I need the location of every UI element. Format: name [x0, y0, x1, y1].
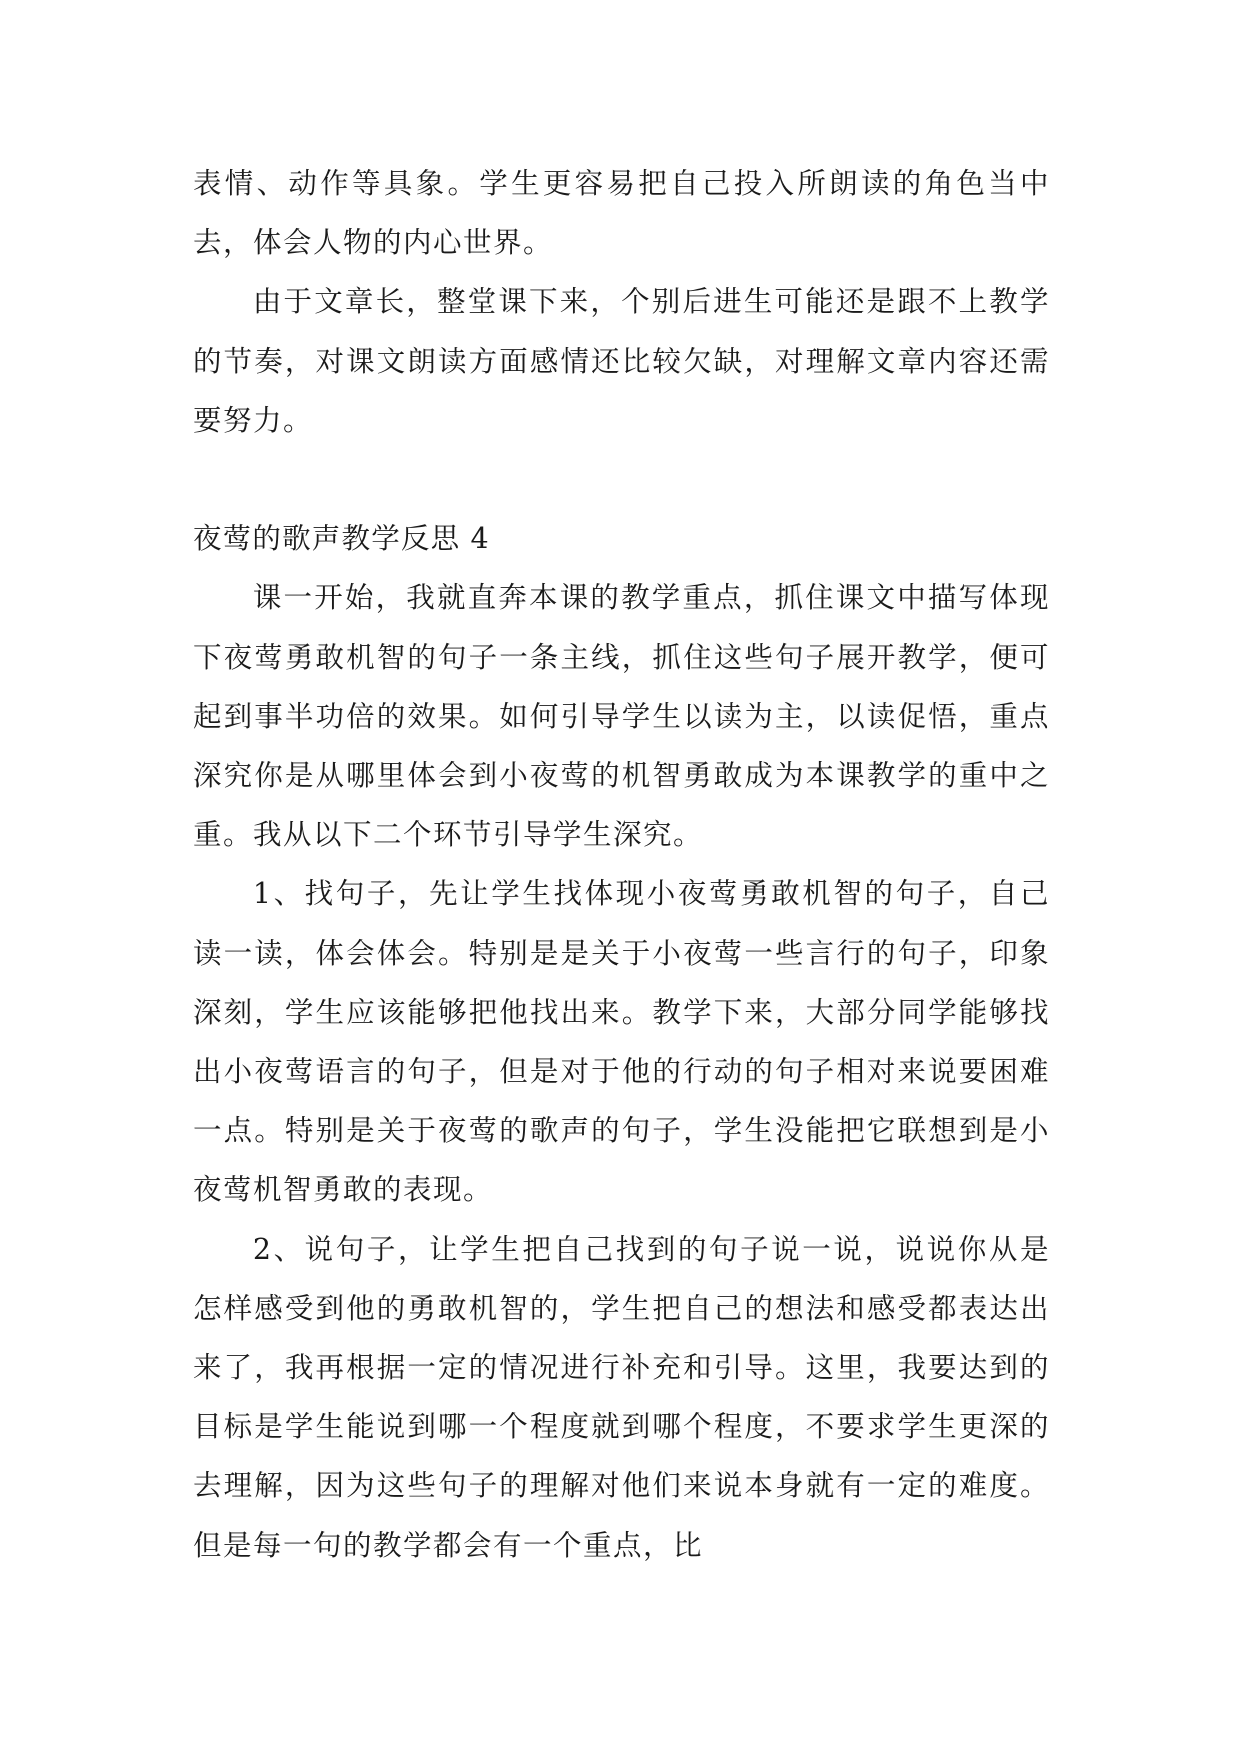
document-body [193, 154, 1050, 1575]
paragraph-continued: 表情、动作等具象。学生更容易把自己投入所朗读的角色当中去，体会人物的内心世界。 [193, 167, 1050, 260]
section-heading: 夜莺的歌声教学反思 4 [193, 522, 490, 556]
section-spacer [193, 450, 1050, 509]
paragraph: 课一开始，我就直奔本课的教学重点，抓住课文中描写体现下夜莺勇敢机智的句子一条主线，抓住这些句子展开教学，便可起到事半功倍的效果。如何引导学生以读为主，以读促悟，重点深究你是从哪里体会到小夜莺的机智勇敢成为本课教学的重中之重。我从以下二个环节引导学生深究。 [193, 581, 1050, 852]
paragraph: 2、说句子，让学生把自己找到的句子说一说，说说你从是怎样感受到他的勇敢机智的，学生把自己的想法和感受都表达出来了，我再根据一定的情况进行补充和引导。这里，我要达到的目标是学生能说到哪一个程度就到哪个程度，不要求学生更深的去理解，因为这些句子的理解对他们来说本身就有一定的难度。但是每一句的教学都会有一个重点，比 [193, 1232, 1050, 1562]
paragraph: 1、找句子，先让学生找体现小夜莺勇敢机智的句子，自己读一读，体会体会。特别是是关于小夜莺一些言行的句子，印象深刻，学生应该能够把他找出来。教学下来，大部分同学能够找出小夜莺语言的句子，但是对于他的行动的句子相对来说要困难一点。特别是关于夜莺的歌声的句子，学生没能把它联想到是小夜莺机智勇敢的表现。 [193, 877, 1050, 1207]
paragraph: 由于文章长，整堂课下来，个别后进生可能还是跟不上教学的节奏，对课文朗读方面感情还比较欠缺，对理解文章内容还需要努力。 [193, 285, 1050, 437]
